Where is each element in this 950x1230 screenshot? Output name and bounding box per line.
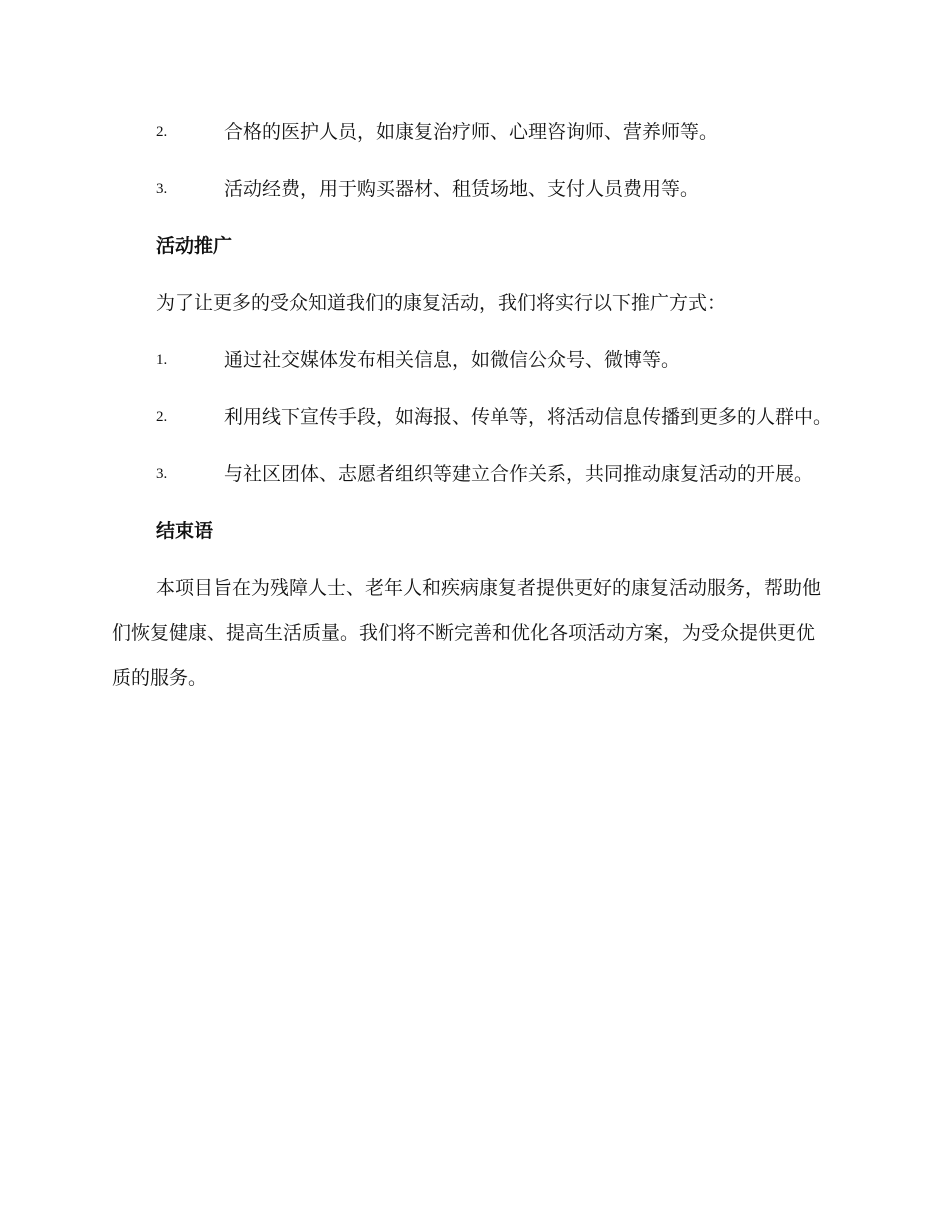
list-number: 3.	[156, 181, 168, 197]
list-item	[112, 167, 832, 212]
list-number: 2.	[156, 409, 168, 425]
list-item	[112, 452, 832, 497]
list-text: 与社区团体、志愿者组织等建立合作关系，共同推动康复活动的开展。	[224, 463, 814, 485]
list-text: 利用线下宣传手段，如海报、传单等，将活动信息传播到更多的人群中。	[224, 406, 833, 428]
list-item	[112, 110, 832, 155]
section-heading-conclusion: 结束语	[156, 520, 214, 542]
list-text: 合格的医护人员，如康复治疗师、心理咨询师、营养师等。	[224, 121, 719, 143]
list-text: 活动经费，用于购买器材、租赁场地、支付人员费用等。	[224, 178, 700, 200]
list-number: 2.	[156, 124, 168, 140]
section-heading-promotion: 活动推广	[156, 235, 233, 257]
list-item	[112, 338, 832, 383]
document-content	[112, 110, 832, 713]
list-text: 通过社交媒体发布相关信息，如微信公众号、微博等。	[224, 349, 681, 371]
conclusion-text: 本项目旨在为残障人士、老年人和疾病康复者提供更好的康复活动服务，帮助他们恢复健康、提高生活质量。我们将不断完善和优化各项活动方案，为受众提供更优质的服务。	[112, 577, 822, 689]
promotion-intro: 为了让更多的受众知道我们的康复活动，我们将实行以下推广方式：	[156, 292, 727, 314]
list-number: 1.	[156, 352, 168, 368]
list-number: 3.	[156, 466, 168, 482]
list-item	[112, 395, 832, 440]
